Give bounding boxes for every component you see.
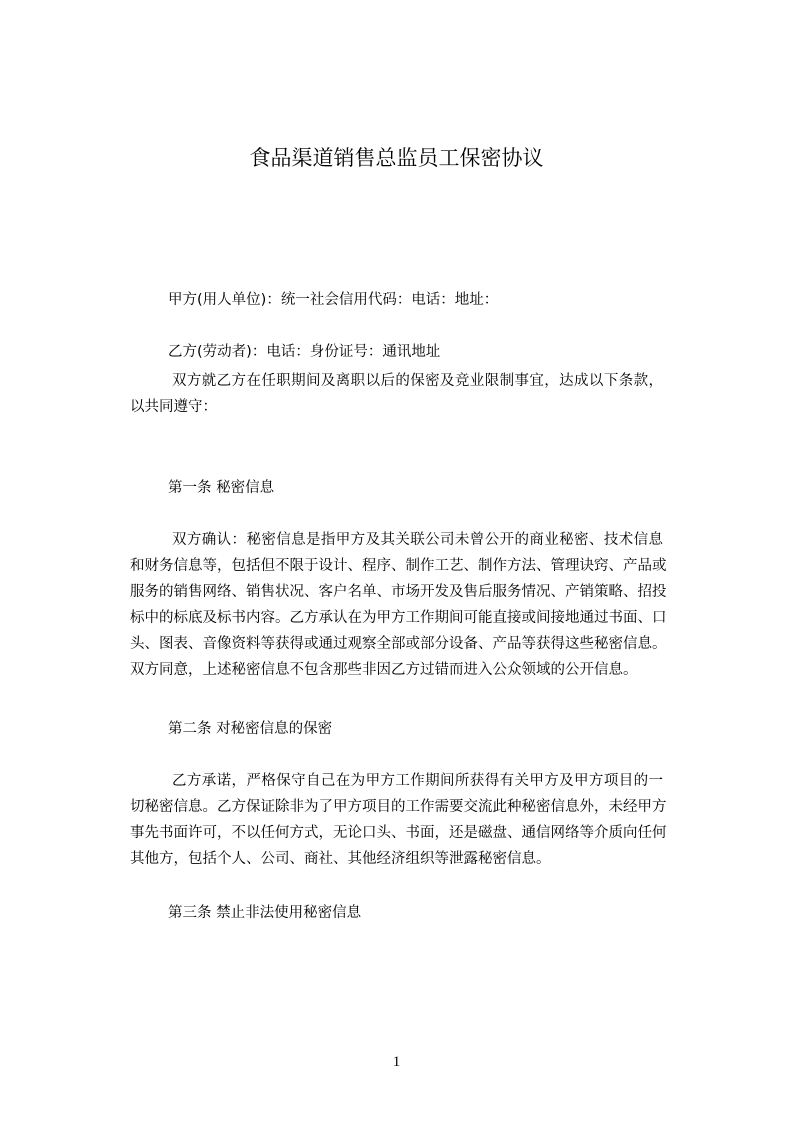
article2-line: 乙方承诺，严格保守自己在为甲方工作期间所获得有关甲方及甲方项目的一 (172, 773, 663, 789)
article1-line: 双方同意，上述秘密信息不包含那些非因乙方过错而进入公众领域的公开信息。 (130, 662, 638, 678)
intro-line: 以共同遵守： (130, 399, 217, 415)
article1-line: 头、图表、音像资料等获得或通过观察全部或部分设备、产品等获得这些秘密信息。 (130, 636, 667, 652)
intro-line: 双方就乙方在任职期间及离职以后的保密及竞业限制事宜，达成以下条款， (172, 373, 663, 389)
article2-line: 其他方，包括个人、公司、商社、其他经济组织等泄露秘密信息。 (130, 851, 551, 867)
party-a-line: 甲方(用人单位)：统一社会信用代码：电话：地址： (168, 292, 499, 308)
article1-line: 服务的销售网络、销售状况、客户名单、市场开发及售后服务情况、产销策略、招投 (130, 584, 667, 600)
article1-line: 和财务信息等，包括但不限于设计、程序、制作工艺、制作方法、管理诀窍、产品或 (130, 558, 667, 574)
article2-heading: 第二条 对秘密信息的保密 (168, 721, 333, 737)
document-title: 食品渠道销售总监员工保密协议 (249, 146, 544, 170)
article3-heading: 第三条 禁止非法使用秘密信息 (168, 905, 362, 921)
article2-line: 切秘密信息。乙方保证除非为了甲方项目的工作需要交流此种秘密信息外，未经甲方 (130, 799, 667, 815)
page-number: 1 (392, 1054, 401, 1070)
article1-heading: 第一条 秘密信息 (168, 480, 275, 496)
article1-line: 标中的标底及标书内容。乙方承认在为甲方工作期间可能直接或间接地通过书面、口 (130, 610, 667, 626)
party-b-line: 乙方(劳动者)：电话：身份证号：通讯地址 (168, 344, 441, 360)
article2-line: 事先书面许可，不以任何方式，无论口头、书面，还是磁盘、通信网络等介质向任何 (130, 825, 667, 841)
article1-line: 双方确认：秘密信息是指甲方及其关联公司未曾公开的商业秘密、技术信息 (172, 532, 663, 548)
